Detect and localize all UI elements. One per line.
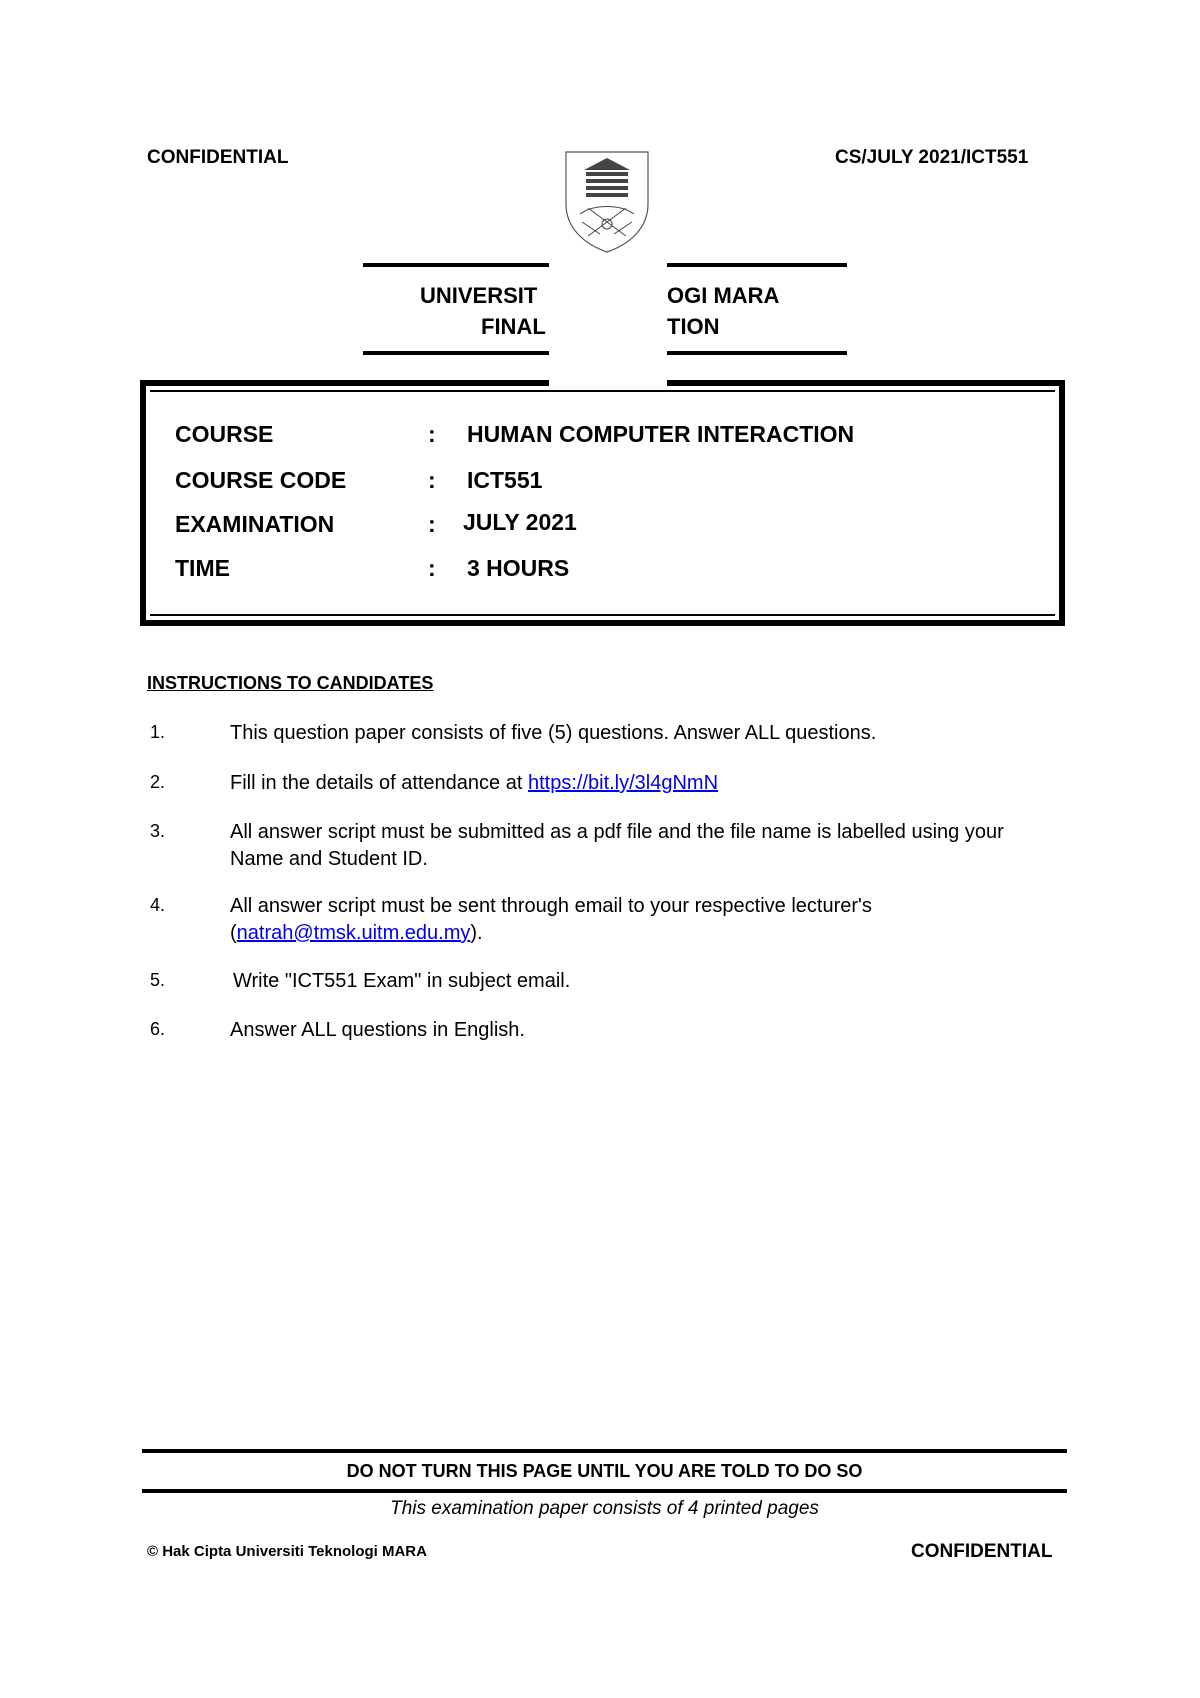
instruction-text: All answer script must be sent through email to your respective lecturer's (	[230, 895, 872, 944]
examination-label: EXAMINATION	[175, 511, 335, 537]
instruction-number: 4.	[150, 895, 166, 915]
instruction-item: This question paper consists of five (5) questions. Answer ALL questions.	[230, 722, 877, 744]
instruction-item: Answer ALL questions in English.	[230, 1019, 525, 1041]
title-rule-top-right	[667, 263, 847, 267]
instructions-title: INSTRUCTIONS TO CANDIDATES	[147, 673, 434, 693]
instruction-item: Write "ICT551 Exam" in subject email.	[233, 970, 571, 992]
university-name-left: UNIVERSIT	[420, 283, 538, 308]
email-link[interactable]: natrah@tmsk.uitm.edu.my	[236, 922, 471, 944]
instruction-number: 6.	[150, 1019, 166, 1039]
footer-pages-note: This examination paper consists of 4 printed pages	[390, 1498, 819, 1519]
instruction-item	[230, 770, 1060, 797]
instruction-text: ).	[470, 922, 483, 944]
university-crest-icon	[560, 148, 654, 254]
footer-copyright: © Hak Cipta Universiti Teknologi MARA	[147, 1543, 427, 1560]
course-colon: :	[428, 421, 436, 447]
instruction-number: 1.	[150, 722, 166, 742]
exam-title-left: FINAL	[481, 314, 546, 339]
course-details-box	[140, 380, 1065, 626]
examination-colon: :	[428, 511, 436, 537]
attendance-link[interactable]: https://bit.ly/3l4gNmN	[527, 772, 719, 794]
course-label: COURSE	[175, 421, 274, 447]
time-colon: :	[428, 555, 436, 581]
footer-rule-top	[142, 1449, 1067, 1453]
course-value: HUMAN COMPUTER INTERACTION	[467, 421, 855, 447]
header-paper-code: CS/JULY 2021/ICT551	[835, 147, 1029, 168]
header-confidential: CONFIDENTIAL	[147, 147, 289, 168]
course-code-colon: :	[428, 467, 436, 493]
footer-warning: DO NOT TURN THIS PAGE UNTIL YOU ARE TOLD TO DO SO	[346, 1461, 863, 1481]
instruction-number: 2.	[150, 772, 166, 792]
instruction-item	[230, 893, 1060, 947]
instruction-number: 3.	[150, 821, 166, 841]
course-code-value: ICT551	[467, 467, 543, 493]
time-label: TIME	[175, 555, 230, 581]
title-rule-bottom-left	[363, 351, 549, 355]
time-value: 3 HOURS	[467, 555, 570, 581]
title-rule-top-left	[363, 263, 549, 267]
footer-rule-bottom	[142, 1489, 1067, 1493]
footer-confidential: CONFIDENTIAL	[911, 1541, 1053, 1562]
examination-value: JULY 2021	[463, 509, 577, 535]
exam-title-right: TION	[667, 314, 720, 339]
instruction-item: All answer script must be submitted as a pdf file and the file name is labelled using your Name and Student ID.	[230, 821, 1004, 870]
university-name-right: OGI MARA	[667, 283, 780, 308]
title-rule-bottom-right	[667, 351, 847, 355]
instruction-number: 5.	[150, 970, 166, 990]
course-code-label: COURSE CODE	[175, 467, 347, 493]
box-gap	[549, 376, 667, 390]
instruction-text: Fill in the details of attendance at	[230, 772, 528, 794]
